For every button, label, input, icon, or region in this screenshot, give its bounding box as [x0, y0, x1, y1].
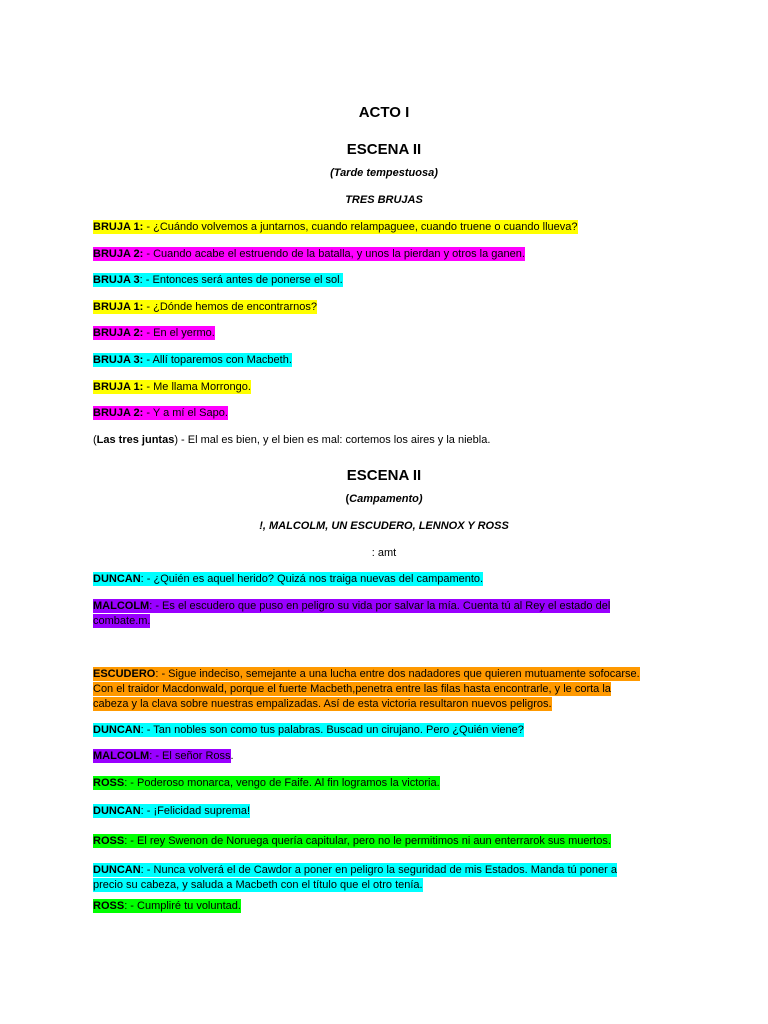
speaker: BRUJA 2: [93, 407, 144, 419]
line-text: - En el yermo. [143, 327, 215, 339]
line-text: : - Entonces será antes de ponerse el sol. [139, 274, 343, 286]
line-text: : - Es el escudero que puso en peligro su vida por salvar la mía. Cuenta tú al Rey el estado del [149, 600, 611, 612]
speaker: MALCOLM [93, 600, 150, 612]
dialogue-line [93, 776, 673, 791]
dialogue-line [93, 220, 673, 235]
dialogue-line: MALCOLM: - El señor Ross. [93, 750, 234, 762]
line-text: : - El rey Swenon de Noruega quería capitular, pero no le permitimos ni aun enterrarok sus muertos. [124, 835, 611, 847]
line-text: : - El señor Ross [149, 750, 231, 762]
line-text: : - Nunca volverá el de Cawdor a poner en peligro la seguridad de mis Estados. Manda tú poner a [140, 864, 618, 876]
speaker: ROSS [93, 835, 125, 847]
scene2-characters: !, MALCOLM, UN ESCUDERO, LENNOX Y ROSS [259, 520, 509, 532]
scene1-title: ESCENA II [346, 141, 422, 158]
dialogue-line [93, 667, 673, 712]
line-text-continued: combate.m. [93, 615, 151, 627]
dialogue-line [93, 804, 673, 819]
line-text-continued: Con el traidor Macdonwald, porque el fuerte Macbeth,penetra entre las filas hasta encontrarle, y le corta la [93, 683, 611, 695]
speaker: ROSS [93, 777, 125, 789]
speaker: ESCUDERO [93, 668, 156, 680]
dialogue-line [93, 326, 673, 341]
speaker: BRUJA 3 [93, 274, 140, 286]
dialogue-line [93, 834, 673, 849]
act-title: ACTO I [358, 104, 410, 121]
line-text: - Cuando acabe el estruendo de la batalla, y unos la pierdan y otros la ganen. [143, 248, 525, 260]
line-text-continued: precio su cabeza, y saluda a Macbeth con el título que el otro tenía. [93, 879, 423, 891]
line-text: : - ¡Felicidad suprema! [140, 805, 251, 817]
line-text: : - Tan nobles son como tus palabras. Buscad un cirujano. Pero ¿Quién viene? [140, 724, 524, 736]
speaker: BRUJA 2: [93, 248, 144, 260]
line-text-continued: cabeza y la clava sobre nuestras empalizadas. Así de esta victoria resultaron nuevos peligros. [93, 698, 552, 710]
closing-line: (Las tres juntas) - El mal es bien, y el bien es mal: cortemos los aires y la niebla. [93, 434, 491, 446]
line-text: - Me llama Morrongo. [143, 381, 251, 393]
dialogue-line [93, 863, 673, 893]
stage-note: : amt [371, 547, 397, 559]
dialogue-line [93, 247, 673, 262]
line-text: - ¿Dónde hemos de encontrarnos? [143, 301, 317, 313]
scene2-setting: (Campamento) [345, 493, 423, 505]
line-text: - El mal es bien, y el bien es mal: cortemos los aires y la niebla. [177, 434, 491, 446]
speaker: MALCOLM [93, 750, 150, 762]
line-text: - Allí toparemos con Macbeth. [143, 354, 292, 366]
line-text: : - Cumpliré tu voluntad. [124, 900, 241, 912]
dialogue-line [93, 273, 673, 288]
speaker: DUNCAN [93, 864, 141, 876]
speaker: ROSS [93, 900, 125, 912]
dialogue-line [93, 353, 673, 368]
scene1-setting: (Tarde tempestuosa) [330, 167, 438, 179]
speaker: Las tres juntas [96, 434, 175, 446]
dialogue-line [93, 406, 673, 421]
line-text: - ¿Cuándo volvemos a juntarnos, cuando relampaguee, cuando truene o cuando llueva? [143, 221, 578, 233]
speaker: BRUJA 1: [93, 381, 144, 393]
speaker: DUNCAN [93, 805, 141, 817]
speaker: BRUJA 2: [93, 327, 144, 339]
dialogue-line [93, 300, 673, 315]
dialogue-line [93, 572, 673, 587]
dialogue-line [93, 599, 673, 629]
dialogue-line [93, 899, 673, 914]
dialogue-line [93, 723, 673, 738]
speaker: BRUJA 3: [93, 354, 144, 366]
dialogue-line [93, 380, 673, 395]
speaker: BRUJA 1: [93, 221, 144, 233]
line-text: : - ¿Quién es aquel herido? Quizá nos traiga nuevas del campamento. [140, 573, 484, 585]
speaker: BRUJA 1: [93, 301, 144, 313]
line-text: - Y a mí el Sapo. [143, 407, 228, 419]
line-text: : - Sigue indeciso, semejante a una lucha entre dos nadadores que quieren mutuamente sofocarse. [155, 668, 640, 680]
line-text: : - Poderoso monarca, vengo de Faife. Al fin logramos la victoria. [124, 777, 440, 789]
speaker: DUNCAN [93, 724, 141, 736]
speaker: DUNCAN [93, 573, 141, 585]
scene2-title: ESCENA II [346, 467, 422, 484]
scene1-characters: TRES BRUJAS [345, 194, 423, 206]
